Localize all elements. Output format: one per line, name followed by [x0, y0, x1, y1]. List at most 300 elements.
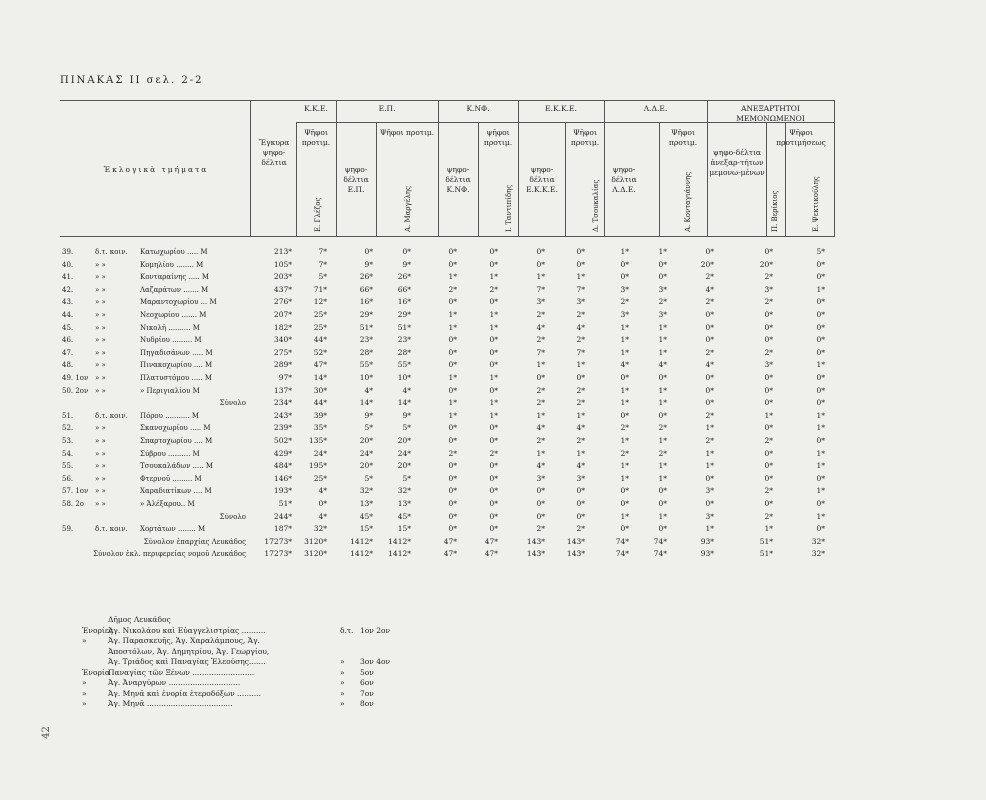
- cell-value: 244*: [273, 511, 292, 521]
- cell-value: 0*: [489, 461, 498, 471]
- cell-value: 0*: [816, 297, 825, 307]
- cell-value: 1*: [576, 272, 585, 282]
- cell-value: 3*: [620, 284, 629, 294]
- cell-value: 1*: [705, 461, 714, 471]
- cell-value: 0*: [620, 499, 629, 508]
- cell-value: 10*: [359, 373, 373, 382]
- cell-value: 24*: [313, 448, 327, 458]
- cell-value: 3120*: [304, 549, 327, 559]
- cell-value: 20*: [359, 436, 373, 445]
- row-total-label: Σύνολο: [219, 399, 246, 408]
- note-text: Ἁγ. Τριάδος καὶ Παναγίας Ἐλεούσης.......: [108, 657, 266, 666]
- cell-value: 2*: [576, 398, 585, 408]
- cell-value: 0*: [764, 461, 773, 471]
- row-name: Νυδρίου ......... Μ: [140, 336, 202, 345]
- cell-value: 14*: [397, 398, 411, 408]
- cell-value: 1*: [489, 373, 498, 382]
- cell-value: 0*: [816, 524, 825, 534]
- cell-value: 0*: [448, 473, 457, 483]
- note-section: 3ον 4ον: [360, 657, 391, 666]
- cell-value: 0*: [448, 385, 457, 395]
- cell-value: 3*: [658, 310, 667, 319]
- cell-value: 0*: [620, 486, 629, 496]
- cell-value: 2*: [489, 284, 498, 294]
- note-prefix: »: [82, 688, 87, 698]
- cell-value: 1*: [576, 448, 585, 458]
- cell-value: 2*: [705, 272, 714, 282]
- cell-value: 2*: [536, 310, 545, 319]
- cell-value: 0*: [816, 499, 825, 508]
- preference-header: ψῆφοι προτιμ.: [483, 128, 513, 147]
- row-prefix: » »: [95, 386, 106, 395]
- cell-value: 0*: [448, 436, 457, 445]
- cell-value: 0*: [489, 247, 498, 256]
- cell-value: 1*: [658, 385, 667, 395]
- cell-value: 74*: [615, 536, 629, 546]
- page-title: ΠΙΝΑΚΑΣ II σελ. 2-2: [60, 75, 204, 86]
- column-divider: [336, 100, 337, 236]
- cell-value: 0*: [816, 373, 825, 382]
- cell-value: 0*: [489, 385, 498, 395]
- cell-value: 10*: [397, 373, 411, 382]
- cell-value: 2*: [489, 448, 498, 458]
- cell-value: 13*: [397, 499, 411, 508]
- row-prefix: » »: [95, 487, 106, 496]
- row-prefix: » »: [95, 348, 106, 357]
- cell-value: 2*: [705, 410, 714, 420]
- cell-value: 1*: [658, 322, 667, 332]
- row-prefix: » »: [95, 449, 106, 458]
- cell-value: 0*: [764, 373, 773, 382]
- row-total-label: Σύνολο: [219, 512, 246, 521]
- cell-value: 1*: [764, 524, 773, 534]
- cell-value: 1*: [576, 410, 585, 420]
- cell-value: 0*: [489, 499, 498, 508]
- cell-value: 1*: [705, 448, 714, 458]
- cell-value: 0*: [816, 347, 825, 357]
- column-divider: [518, 100, 519, 236]
- row-prefix: » »: [95, 336, 106, 345]
- cell-value: 0*: [816, 436, 825, 445]
- preference-header: Ψῆφοι προτιμήσεως: [776, 128, 826, 147]
- cell-value: 66*: [397, 284, 411, 294]
- cell-value: 4*: [705, 360, 714, 370]
- note-prefix: »: [82, 699, 87, 708]
- cell-value: 2*: [705, 297, 714, 307]
- row-name: Χορτάτων ........ Μ: [140, 525, 206, 534]
- cell-value: 5*: [402, 473, 411, 483]
- cell-value: 0*: [764, 385, 773, 395]
- cell-value: 1*: [816, 511, 825, 521]
- column-divider: [438, 100, 439, 236]
- cell-value: 2*: [705, 347, 714, 357]
- cell-value: 0*: [536, 373, 545, 382]
- cell-value: 182*: [273, 322, 292, 332]
- cell-value: 29*: [359, 310, 373, 319]
- cell-value: 0*: [448, 297, 457, 307]
- cell-value: 25*: [313, 322, 327, 332]
- cell-value: 1*: [536, 360, 545, 370]
- cell-value: 2*: [448, 448, 457, 458]
- cell-value: 66*: [359, 284, 373, 294]
- cell-value: 0*: [705, 310, 714, 319]
- cell-value: 1*: [620, 335, 629, 345]
- note-section: 7ον: [360, 688, 374, 698]
- row-prefix: » »: [95, 437, 106, 445]
- candidate-name: Π. Βερίκιος: [771, 190, 779, 232]
- ballots-header: ψηφο-δέλτια Ε.Π.: [343, 165, 369, 194]
- cell-value: 1*: [448, 398, 457, 408]
- row-prefix: δ.τ. κοιν.: [95, 411, 128, 420]
- cell-value: 0*: [764, 247, 773, 256]
- cell-value: 0*: [658, 259, 667, 269]
- cell-value: 74*: [653, 536, 667, 546]
- row-name: Πόρου ........... Μ: [140, 411, 199, 420]
- cell-value: 0*: [705, 322, 714, 332]
- cell-value: 1*: [489, 410, 498, 420]
- cell-value: 35*: [313, 423, 327, 433]
- cell-value: 24*: [359, 448, 373, 458]
- cell-value: 0*: [489, 360, 498, 370]
- cell-value: 7*: [576, 347, 585, 357]
- row-prefix: » »: [95, 374, 106, 382]
- party-name: Λ.Δ.Ε.: [643, 104, 668, 113]
- cell-value: 9*: [364, 259, 373, 269]
- row-name: Τσουκαλάδων ..... Μ: [140, 462, 214, 471]
- cell-value: 0*: [489, 259, 498, 269]
- cell-value: 52*: [313, 347, 327, 357]
- note-text: Ἁγ. Ἀναργύρων ..............................: [108, 678, 241, 687]
- cell-value: 1*: [536, 272, 545, 282]
- cell-value: 1*: [658, 436, 667, 445]
- cell-value: 74*: [653, 549, 667, 559]
- row-name: Κατωχωρίου ..... Μ: [140, 248, 208, 256]
- row-name: Σκανοχωρίου ..... Μ: [140, 424, 211, 433]
- party-name: ΑΝΕΞΑΡΤΗΤΟΙ ΜΕΜΟΝΩΜΕΝΟΙ: [736, 104, 805, 123]
- cell-value: 0*: [448, 423, 457, 433]
- cell-value: 3*: [576, 473, 585, 483]
- cell-value: 239*: [273, 423, 292, 433]
- cell-value: 5*: [364, 473, 373, 483]
- row-total-label: Σύνολον ἐπαρχίας Λευκάδος: [143, 537, 246, 546]
- cell-value: 0*: [448, 247, 457, 256]
- cell-value: 193*: [273, 486, 292, 496]
- cell-value: 4*: [536, 461, 545, 471]
- cell-value: 2*: [764, 297, 773, 307]
- cell-value: 1*: [658, 473, 667, 483]
- row-number: 44.: [62, 311, 74, 319]
- row-prefix: » »: [95, 424, 106, 433]
- row-name: Νικολῆ .......... Μ: [140, 323, 200, 332]
- cell-value: 4*: [576, 423, 585, 433]
- cell-value: 5*: [816, 247, 825, 256]
- cell-value: 44*: [313, 398, 327, 408]
- cell-value: 195*: [308, 461, 327, 471]
- cell-value: 9*: [364, 410, 373, 420]
- cell-value: 1*: [620, 511, 629, 521]
- cell-value: 3*: [705, 486, 714, 496]
- cell-value: 3*: [658, 284, 667, 294]
- cell-value: 7*: [576, 284, 585, 294]
- party-name: Ε.Π.: [378, 104, 396, 113]
- cell-value: 0*: [489, 473, 498, 483]
- row-number: 59.: [62, 525, 74, 534]
- cell-value: 1*: [816, 448, 825, 458]
- row-number: 46.: [62, 336, 74, 345]
- sub-divider: [376, 122, 377, 236]
- cell-value: 51*: [759, 536, 773, 546]
- row-number: 39.: [62, 248, 74, 256]
- ballots-header: ψηφο-δέλτια Ε.Κ.Κ.Ε.: [526, 165, 558, 194]
- cell-value: 4*: [576, 322, 585, 332]
- cell-value: 23*: [397, 335, 411, 345]
- ballots-header: ψηφο-δέλτια ἀνεξαρ-τήτων μεμονω-μένων: [709, 148, 765, 177]
- cell-value: 0*: [705, 335, 714, 345]
- cell-value: 0*: [576, 259, 585, 269]
- cell-value: 2*: [764, 347, 773, 357]
- cell-value: 143*: [566, 536, 585, 546]
- cell-value: 2*: [536, 524, 545, 534]
- cell-value: 1*: [816, 461, 825, 471]
- cell-value: 0*: [620, 272, 629, 282]
- cell-value: 0*: [658, 373, 667, 382]
- note-text: Ἁγ. Νικολάου καὶ Εὐαγγελιστρίας ..........: [108, 625, 266, 635]
- cell-value: 2*: [448, 284, 457, 294]
- districts-header: Ἐκλογικὰ τμήματα: [103, 165, 209, 174]
- preference-header: Ψῆφοι προτιμ.: [570, 128, 600, 147]
- cell-value: 20*: [700, 259, 714, 269]
- cell-value: 0*: [489, 335, 498, 345]
- cell-value: 7*: [318, 259, 327, 269]
- cell-value: 0*: [658, 410, 667, 420]
- cell-value: 45*: [397, 511, 411, 521]
- cell-value: 4*: [318, 486, 327, 496]
- cell-value: 0*: [448, 511, 457, 521]
- cell-value: 2*: [576, 310, 585, 319]
- row-number: 45.: [62, 323, 74, 332]
- party-name: Κ.Κ.Ε.: [304, 104, 328, 113]
- cell-value: 5*: [318, 272, 327, 282]
- cell-value: 187*: [273, 524, 292, 534]
- candidate-name: Ι. Ταντιπίδης: [505, 184, 513, 232]
- cell-value: 1*: [489, 398, 498, 408]
- note-prefix: Ἐνορία: [82, 667, 110, 677]
- cell-value: 2*: [764, 511, 773, 521]
- cell-value: 1412*: [388, 536, 411, 546]
- preference-header: Ψῆφοι προτιμ.: [668, 128, 698, 147]
- cell-value: 7*: [536, 347, 545, 357]
- cell-value: 47*: [443, 549, 457, 559]
- cell-value: 0*: [318, 499, 327, 508]
- cell-value: 2*: [764, 272, 773, 282]
- row-name: Χαραδιατίκων .... Μ: [140, 487, 212, 496]
- row-name: Κονταραίνης ..... Μ: [140, 273, 209, 282]
- cell-value: 0*: [764, 310, 773, 319]
- cell-value: 47*: [484, 536, 498, 546]
- cell-value: 0*: [816, 259, 825, 269]
- note-section: 6ον: [360, 678, 374, 687]
- valid-ballots-header: Ἔγκυρα ψηφο-δέλτια: [258, 138, 290, 167]
- cell-value: 1*: [489, 310, 498, 319]
- cell-value: 4*: [402, 385, 411, 395]
- cell-value: 143*: [526, 536, 545, 546]
- cell-value: 0*: [816, 335, 825, 345]
- cell-value: 20*: [759, 259, 773, 269]
- cell-value: 0*: [576, 373, 585, 382]
- cell-value: 1*: [620, 473, 629, 483]
- cell-value: 1*: [816, 284, 825, 294]
- cell-value: 0*: [448, 347, 457, 357]
- note-code: »: [340, 688, 345, 698]
- cell-value: 32*: [397, 486, 411, 496]
- row-number: 47.: [62, 348, 74, 357]
- cell-value: 0*: [489, 297, 498, 307]
- row-name: » Ἀλέξαρου.. Μ: [140, 500, 195, 508]
- cell-value: 289*: [273, 360, 292, 370]
- row-number: 43.: [62, 298, 74, 307]
- table-top-rule: [60, 100, 835, 101]
- cell-value: 1*: [489, 272, 498, 282]
- row-total-label: Σύνολον ἐκλ. περιφερείας νομοῦ Λευκάδος: [93, 550, 246, 559]
- cell-value: 0*: [705, 499, 714, 508]
- cell-value: 51*: [278, 499, 292, 508]
- candidate-name: Α. Κονταγιάννης: [684, 171, 692, 232]
- note-text: Ἀποστόλων, Ἁγ. Δημητρίου, Ἁγ. Γεωργίου,: [108, 646, 270, 656]
- cell-value: 20*: [397, 461, 411, 471]
- cell-value: 0*: [576, 499, 585, 508]
- cell-value: 146*: [273, 473, 292, 483]
- cell-value: 0*: [764, 322, 773, 332]
- cell-value: 0*: [764, 473, 773, 483]
- cell-value: 16*: [359, 297, 373, 307]
- cell-value: 2*: [764, 436, 773, 445]
- cell-value: 1*: [658, 247, 667, 256]
- cell-value: 276*: [273, 297, 292, 307]
- column-divider: [250, 100, 251, 236]
- cell-value: 0*: [620, 524, 629, 534]
- sub-divider: [296, 122, 297, 236]
- cell-value: 0*: [364, 247, 373, 256]
- note-prefix: »: [82, 636, 87, 645]
- cell-value: 7*: [318, 247, 327, 256]
- cell-value: 0*: [536, 499, 545, 508]
- cell-value: 1*: [448, 410, 457, 420]
- cell-value: 2*: [764, 486, 773, 496]
- row-number: 40.: [62, 260, 74, 269]
- cell-value: 0*: [764, 448, 773, 458]
- cell-value: 51*: [359, 322, 373, 332]
- note-prefix: Ἐνορίες: [82, 625, 113, 635]
- cell-value: 0*: [576, 511, 585, 521]
- cell-value: 25*: [313, 310, 327, 319]
- cell-value: 1*: [576, 360, 585, 370]
- cell-value: 13*: [359, 499, 373, 508]
- cell-value: 135*: [308, 436, 327, 445]
- cell-value: 2*: [536, 436, 545, 445]
- party-name: Κ.ΝΦ.: [466, 104, 490, 113]
- row-prefix: » »: [95, 298, 106, 307]
- row-number: 55.: [62, 462, 74, 471]
- cell-value: 437*: [273, 284, 292, 294]
- cell-value: 2*: [576, 385, 585, 395]
- cell-value: 0*: [536, 511, 545, 521]
- note-text: Ἁγ. Μηνᾶ ....................................: [108, 699, 233, 708]
- cell-value: 1*: [816, 410, 825, 420]
- cell-value: 2*: [658, 423, 667, 433]
- candidate-name: Α. Μαργέλης: [404, 186, 412, 232]
- cell-value: 2*: [536, 385, 545, 395]
- cell-value: 0*: [705, 373, 714, 382]
- cell-value: 0*: [705, 247, 714, 256]
- cell-value: 0*: [816, 398, 825, 408]
- cell-value: 26*: [359, 272, 373, 282]
- row-prefix: » »: [95, 285, 106, 294]
- row-name: Κομηλίου ........ Μ: [140, 260, 204, 269]
- cell-value: 0*: [489, 347, 498, 357]
- cell-value: 4*: [705, 284, 714, 294]
- cell-value: 9*: [402, 410, 411, 420]
- row-number: 58. 2ο: [62, 500, 85, 508]
- cell-value: 1*: [489, 322, 498, 332]
- candidate-name: Δ. Τσουκαλίας: [592, 179, 600, 232]
- cell-value: 1*: [658, 347, 667, 357]
- candidate-name: Ε. Ψεκτικούλης: [812, 176, 820, 232]
- cell-value: 2*: [620, 297, 629, 307]
- cell-value: 2*: [658, 448, 667, 458]
- cell-value: 17273*: [264, 536, 292, 546]
- cell-value: 1412*: [350, 549, 373, 559]
- cell-value: 1*: [816, 360, 825, 370]
- row-name: Πινακοχωρίου .... Μ: [140, 361, 213, 370]
- cell-value: 14*: [359, 398, 373, 408]
- row-number: 57. 1ον: [62, 487, 89, 496]
- cell-value: 0*: [489, 423, 498, 433]
- note-text: Ἁγ. Παρασκευῆς, Ἁγ. Χαραλάμπους, Ἁγ.: [108, 636, 260, 645]
- row-number: 48.: [62, 361, 74, 370]
- cell-value: 20*: [397, 436, 411, 445]
- column-divider: [834, 100, 835, 236]
- cell-value: 243*: [273, 410, 292, 420]
- cell-value: 0*: [816, 310, 825, 319]
- cell-value: 1*: [620, 322, 629, 332]
- cell-value: 1*: [658, 461, 667, 471]
- cell-value: 15*: [397, 524, 411, 534]
- note-code: »: [340, 657, 345, 666]
- sub-divider: [478, 122, 479, 236]
- cell-value: 97*: [278, 373, 292, 382]
- cell-value: 32*: [359, 486, 373, 496]
- note-code: »: [340, 678, 345, 687]
- cell-value: 17273*: [264, 549, 292, 559]
- cell-value: 4*: [536, 423, 545, 433]
- cell-value: 1*: [620, 461, 629, 471]
- cell-value: 0*: [448, 524, 457, 534]
- row-number: 50. 2ον: [62, 386, 89, 395]
- ballots-header: ψηφο-δέλτια Κ.ΝΦ.: [445, 165, 471, 194]
- note-code: δ.τ.: [340, 625, 354, 635]
- cell-value: 7*: [536, 284, 545, 294]
- cell-value: 5*: [402, 423, 411, 433]
- note-section: 5ον: [360, 667, 374, 677]
- cell-value: 24*: [397, 448, 411, 458]
- row-prefix: » »: [95, 260, 106, 269]
- cell-value: 3*: [764, 360, 773, 370]
- cell-value: 1*: [816, 423, 825, 433]
- cell-value: 25*: [313, 473, 327, 483]
- cell-value: 0*: [489, 436, 498, 445]
- cell-value: 3*: [536, 473, 545, 483]
- ballots-header: ψηφο-δέλτια Λ.Δ.Ε.: [611, 165, 637, 194]
